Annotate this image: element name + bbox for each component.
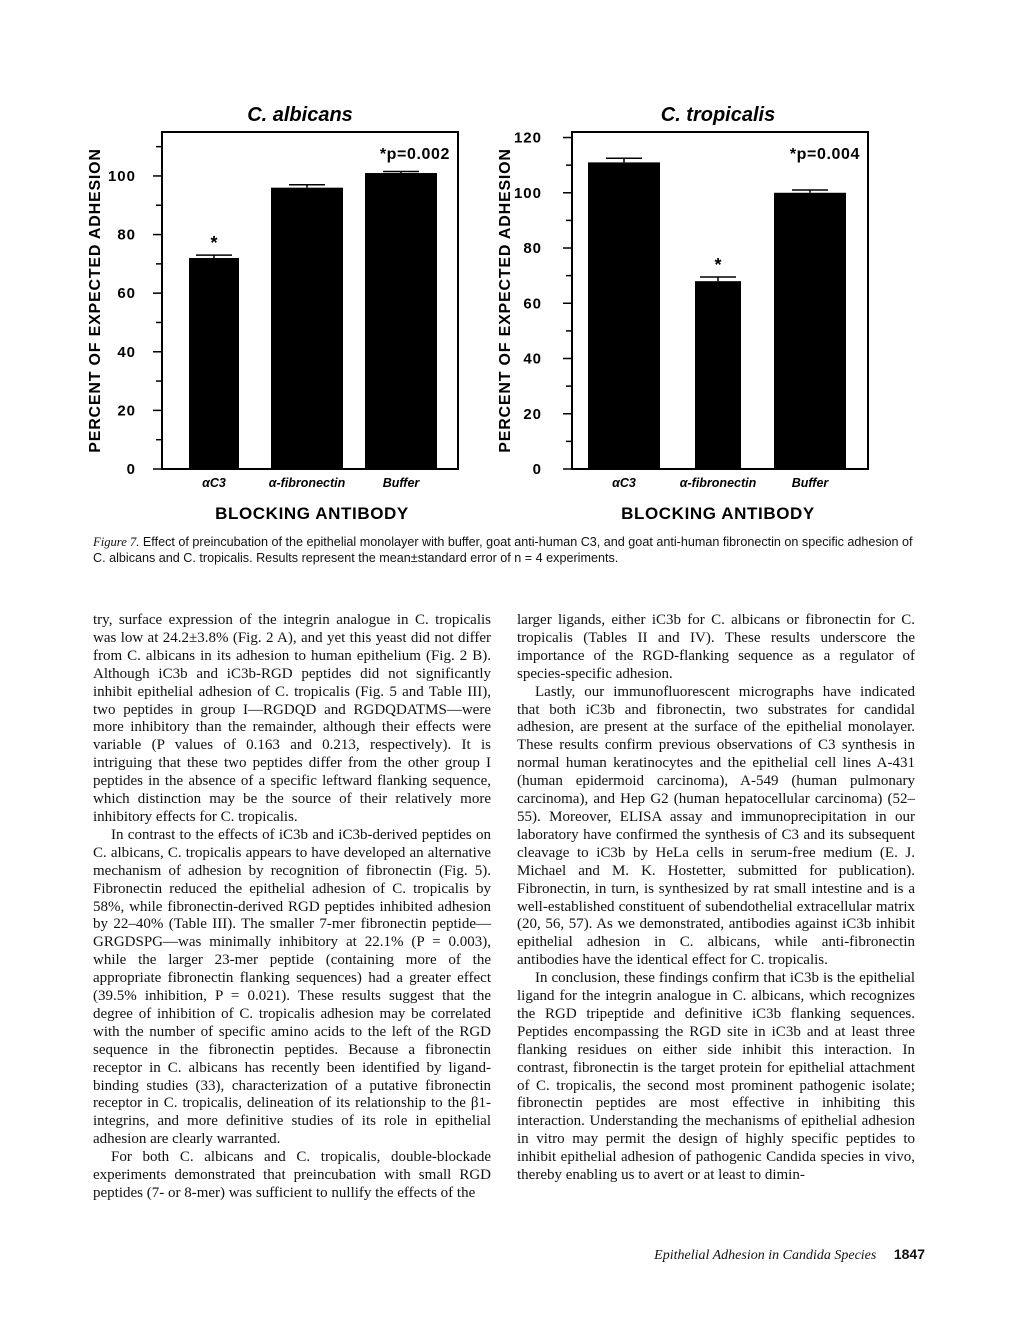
paragraph: For both C. albicans and C. tropicalis, double-blockade experiments demonstrated that preincubation with small RGD peptides (7- or 8-mer) was sufficient to nullify the effects of the <box>93 1149 491 1201</box>
running-title: Epithelial Adhesion in Candida Species <box>654 1248 877 1263</box>
y-tick-label: 120 <box>513 129 542 147</box>
bar <box>189 258 239 469</box>
significance-asterisk: * <box>714 255 722 276</box>
significance-annotation: *p=0.002 <box>379 146 450 163</box>
x-axis-label: BLOCKING ANTIBODY <box>215 504 409 523</box>
y-tick-label: 0 <box>126 461 136 478</box>
significance-asterisk: * <box>210 233 218 254</box>
paragraph: try, surface expression of the integrin analogue in C. tropicalis was low at 24.2±3.8% (Fig. 2 A), and yet this yeast did not differ from C. albicans in its adhesion to human epithelium (Fig. 2 B). Although iC3b and iC3b-RGD peptides did not significantly inhibit epithelial adhesion of C. tropicalis (Fig. 5 and Table III), two peptides in group I—RGDQD and RGDQDATMS—were more inhibitory than the remainder, although their effects were variable (P values of 0.163 and 0.213, respectively). It is intriguing that these two peptides differ from the other group I peptides in the absence of a specific leftward flanking sequence, which distinction may be the source of their relatively more inhibitory effects for C. tropicalis. <box>93 612 491 825</box>
y-tick-label: 20 <box>117 402 136 420</box>
x-tick-label: α-fibronectin <box>679 476 757 490</box>
y-tick-label: 80 <box>523 240 542 258</box>
bar <box>695 281 741 469</box>
paragraph: In contrast to the effects of iC3b and iC3b-derived peptides on C. albicans, C. tropicalis appears to have developed an alternative mechanism of adhesion by recognition of fibronectin (Fig. 5). Fibronectin reduced the epithelial adhesion of C. tropicalis by 58%, while fibronectin-derived RGD peptides inhibited adhesion by 22–40% (Table III). The smaller 7-mer fibronectin peptide—GRGDSPG—was minimally inhibitory at 22.1% (P = 0.003), while the larger 23-mer peptide (containing more of the appropriate fibronectin flanking sequences) had a greater effect (39.5% inhibition, P = 0.021). These results suggest that the degree of inhibition of C. tropicalis adhesion may be correlated with the number of specific amino acids to the left of the RGD sequence in the fibronectin peptides. Because a fibronectin receptor in C. albicans has recently been identified by ligand-binding studies (33), characterization of a putative fibronectin receptor in C. tropicalis, delineation of its relationship to the β1-integrins, and more definitive studies of its role in epithelial adhesion are clearly warranted. <box>93 826 491 1148</box>
left-column <box>93 612 491 1203</box>
x-tick-label: α-fibronectin <box>268 476 346 490</box>
chart-title: C. albicans <box>247 104 353 126</box>
bar <box>271 188 343 469</box>
x-tick-label: Buffer <box>791 476 829 490</box>
x-axis-label: BLOCKING ANTIBODY <box>621 504 815 523</box>
paragraph: Lastly, our immunofluorescent micrographs have indicated that both iC3b and fibronectin, two substrates for candidal adhesion, are present at the surface of the epithelial monolayer. These results confirm previous observations of C3 synthesis in normal human keratinocytes and the epithelial cell lines A-431 (human epidermoid carcinoma), A-549 (human pulmonary carcinoma), and Hep G2 (human hepatocellular carcinoma) (52–55). Moreover, ELISA assay and immunoprecipitation in our laboratory have confirmed the synthesis of C3 and its subsequent cleavage to iC3b by HeLa cells in serum-free medium (E. J. Michael and M. K. Hostetter, submitted for publication). Fibronectin, in turn, is synthesized by rat small intestine and is a well-established constituent of subendothelial extracellular matrix (20, 56, 57). As we demonstrated, antibodies against iC3b inhibit epithelial adhesion in C. albicans, while anti-fibronectin antibodies have the identical effect for C. tropicalis. <box>517 683 915 969</box>
right-column <box>517 612 915 1185</box>
figure-caption <box>93 534 923 566</box>
chart-title: C. tropicalis <box>660 104 776 126</box>
y-axis-label: PERCENT OF EXPECTED ADHESION <box>497 148 514 453</box>
x-tick-label: Buffer <box>382 476 420 490</box>
significance-annotation: *p=0.004 <box>789 146 860 163</box>
x-tick-label: αC3 <box>612 476 636 490</box>
y-tick-label: 100 <box>513 184 542 202</box>
y-tick-label: 80 <box>117 226 136 244</box>
figure-7 <box>0 95 1020 535</box>
caption-text: Effect of preincubation of the epithelial monolayer with buffer, goat anti-human C3, and goat anti-human fibronectin on specific adhesion of C. albicans and C. tropicalis. Results represent the mean±standard error of n = 4 experiments. <box>93 535 913 565</box>
page-number: 1847 <box>893 1246 925 1262</box>
bar <box>774 193 846 469</box>
y-tick-label: 40 <box>117 343 136 361</box>
bar <box>365 173 437 469</box>
figure-label: Figure 7. <box>93 535 140 549</box>
y-tick-label: 0 <box>532 461 542 478</box>
y-tick-label: 100 <box>107 167 136 185</box>
x-tick-label: αC3 <box>202 476 226 490</box>
paragraph: In conclusion, these findings confirm that iC3b is the epithelial ligand for the integrin analogue in C. albicans, which recognizes the RGD tripeptide and definitive iC3b flanking sequences. Peptides encompassing the RGD site in iC3b and at least three flanking residues on either side inhibit this interaction. In contrast, fibronectin is the target protein for epithelial attachment of C. tropicalis, the second most prominent pathogenic isolate; fibronectin peptides are most effective in inhibiting this interaction. Understanding the mechanisms of epithelial adhesion in vitro may permit the design of highly specific peptides to inhibit epithelial adhesion of pathogenic Candida species in vivo, thereby enabling us to avert or at least to dimin- <box>517 970 915 1184</box>
bar <box>588 162 660 469</box>
page-footer <box>520 1246 925 1264</box>
y-tick-label: 60 <box>523 295 542 313</box>
y-axis-label: PERCENT OF EXPECTED ADHESION <box>87 148 104 453</box>
y-tick-label: 60 <box>117 285 136 303</box>
y-tick-label: 20 <box>523 405 542 423</box>
y-tick-label: 40 <box>523 350 542 368</box>
paragraph: larger ligands, either iC3b for C. albicans or fibronectin for C. tropicalis (Tables II and IV). These results underscore the importance of the RGD-flanking sequence as a regulator of species-specific adhesion. <box>517 612 915 682</box>
